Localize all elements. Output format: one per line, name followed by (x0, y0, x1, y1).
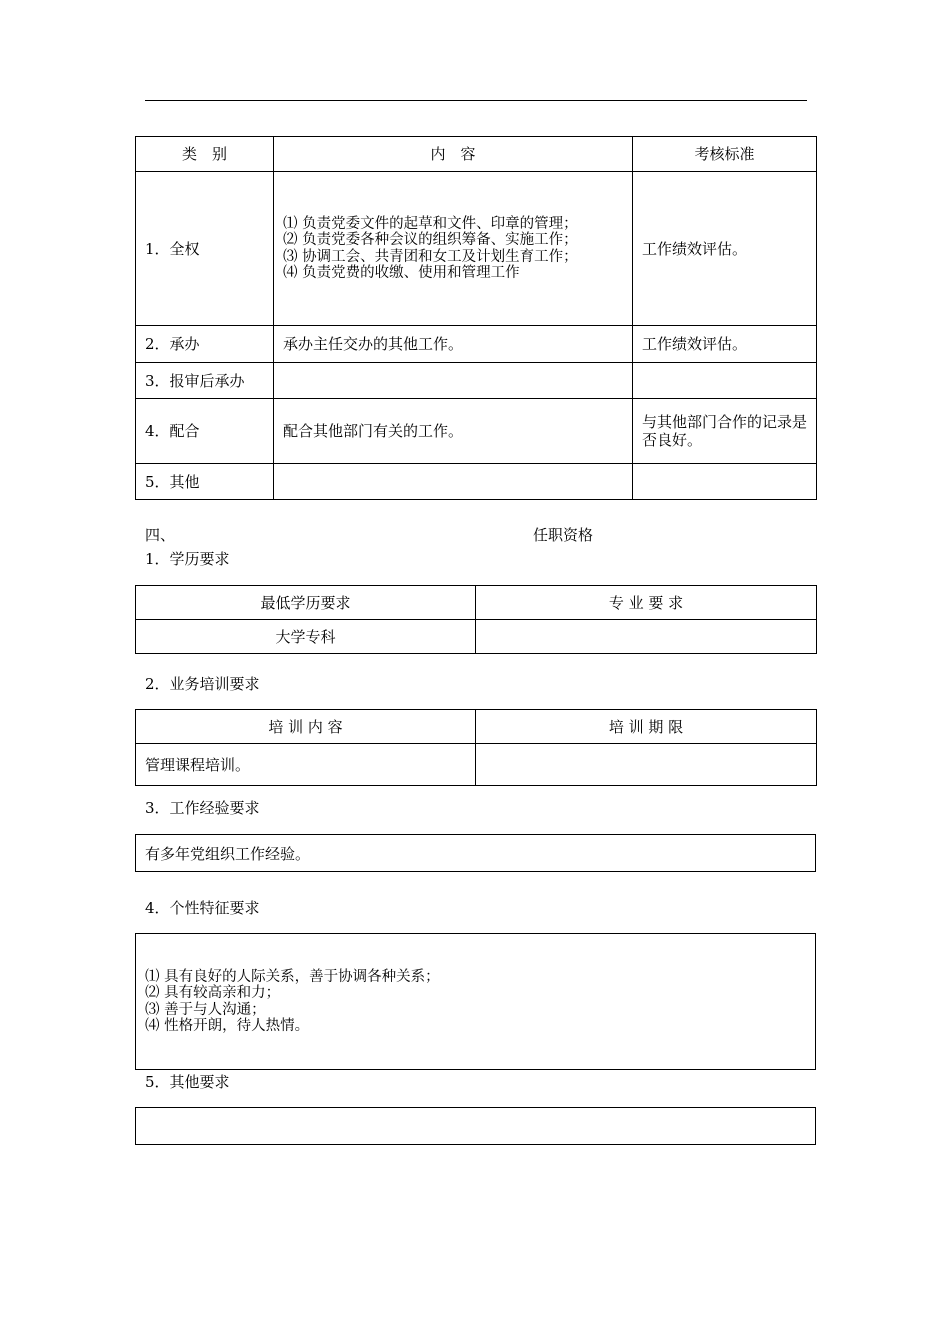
header-category: 类 别 (136, 137, 274, 172)
row-standard: 工作绩效评估。 (633, 172, 817, 326)
header-rule (145, 100, 807, 101)
experience-value: 有多年党组织工作经验。 (145, 844, 311, 863)
row-category: 3．报审后承办 (136, 363, 274, 399)
education-label: 1．学历要求 (145, 550, 230, 568)
training-value-period (476, 744, 817, 786)
training-table (135, 709, 817, 786)
section-number: 四、 (145, 526, 176, 544)
training-header-content: 培 训 内 容 (136, 710, 476, 744)
table-row (136, 326, 817, 363)
other-label: 5．其他要求 (145, 1073, 230, 1091)
row-content: ⑴ 负责党委文件的起草和文件、印章的管理； ⑵ 负责党委各种会议的组织筹备、实施工作； ⑶ 协调工会、共青团和女工及计划生育工作； ⑷ 负责党费的收缴、使用和管理工作 (274, 172, 633, 326)
row-standard: 工作绩效评估。 (633, 326, 817, 363)
personality-box (135, 933, 816, 1070)
row-category: 4．配合 (136, 399, 274, 464)
education-table (135, 585, 817, 654)
experience-label: 3．工作经验要求 (145, 799, 260, 817)
row-category: 5．其他 (136, 464, 274, 500)
training-header-period: 培 训 期 限 (476, 710, 817, 744)
row-content (274, 464, 633, 500)
personality-items: ⑴ 具有良好的人际关系，善于协调各种关系； ⑵ 具有较高亲和力； ⑶ 善于与人沟通； ⑷ 性格开朗，待人热情。 (145, 968, 440, 1034)
row-category: 2．承办 (136, 326, 274, 363)
training-label: 2．业务培训要求 (145, 675, 260, 693)
row-category: 1．全权 (136, 172, 274, 326)
row-content: 承办主任交办的其他工作。 (274, 326, 633, 363)
table-header-row (136, 137, 817, 172)
education-header-major: 专 业 要 求 (476, 586, 817, 620)
header-content: 内 容 (274, 137, 633, 172)
education-header-min: 最低学历要求 (136, 586, 476, 620)
table-row (136, 399, 817, 464)
row-standard (633, 464, 817, 500)
personality-label: 4．个性特征要求 (145, 899, 260, 917)
table-row (136, 363, 817, 399)
row-content (274, 363, 633, 399)
other-box (135, 1107, 816, 1145)
education-value-major (476, 620, 817, 654)
header-standard: 考核标准 (633, 137, 817, 172)
row-standard: 与其他部门合作的记录是否良好。 (633, 399, 817, 464)
responsibility-table (135, 136, 817, 500)
section-title: 任职资格 (533, 526, 594, 544)
education-value-min: 大学专科 (136, 620, 476, 654)
row-content: 配合其他部门有关的工作。 (274, 399, 633, 464)
row-standard (633, 363, 817, 399)
table-row (136, 172, 817, 326)
training-value-content: 管理课程培训。 (136, 744, 476, 786)
table-row (136, 464, 817, 500)
experience-box (135, 834, 816, 872)
